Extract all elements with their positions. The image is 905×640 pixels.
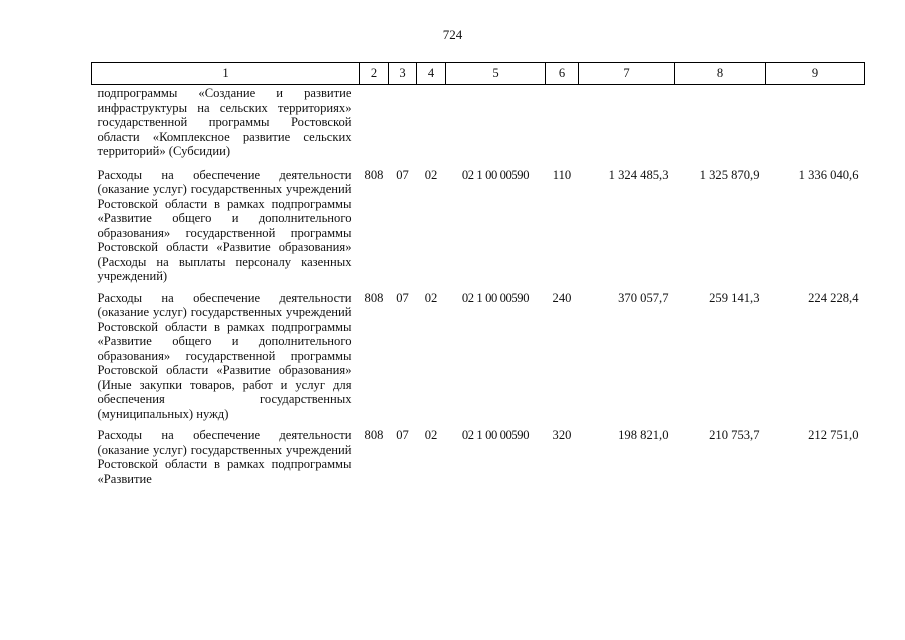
cell-section [389,85,417,165]
cell-subsection: 02 [424,290,438,305]
cell-ministry: 808 [364,428,384,442]
row-description: Расходы на обеспечение деятельности (оказание услуг) государственных учреждений Ростовской области в рамках подпрограммы «Развитие общего и дополнительного образования» государственной программы Ростовской области «Развитие образования» (Иные закупки товаров, работ и услуг для обеспечения государственных (муниципальных) нужд) [97,290,352,421]
cell-ministry: 808 [364,290,384,305]
cell-amount-3: 1 336 040,6 [798,167,859,182]
table-row [92,425,865,490]
cell-amount-2: 210 753,7 [709,428,760,442]
page-number: 724 [442,27,463,42]
cell-section: 07 [396,167,409,182]
row-description: Расходы на обеспечение деятельности (оказание услуг) государственных учреждений Ростовской области в рамках подпрограммы «Развитие общего и дополнительного образования» государственной программы Ростовской области «Развитие образования» (Расходы на выплаты персоналу казенных учреждений) [97,167,352,283]
cell-amount-2 [675,85,766,165]
cell-amount-1: 370 057,7 [618,290,669,305]
cell-amount-1: 198 821,0 [618,428,669,442]
cell-section: 07 [396,290,409,305]
cell-ministry [360,85,389,165]
cell-subsection: 02 [424,428,438,442]
cell-subsection [417,85,446,165]
cell-amount-1: 1 324 485,3 [608,167,669,182]
table-row [92,288,865,426]
cell-target-code [446,85,546,165]
cell-amount-3: 224 228,4 [808,290,859,305]
cell-amount-1 [579,85,675,165]
column-header: 4 [417,63,446,85]
table-row [92,165,865,288]
table-row [92,85,865,165]
column-header: 3 [389,63,417,85]
column-header: 9 [766,63,865,85]
column-header: 8 [675,63,766,85]
cell-expense-type: 110 [552,167,572,182]
cell-amount-3: 212 751,0 [808,428,859,442]
budget-table [91,62,865,490]
cell-expense-type: 240 [552,290,572,305]
cell-expense-type [546,85,579,165]
cell-subsection: 02 [424,167,438,182]
table-header-row [92,63,865,85]
column-header: 6 [546,63,579,85]
row-description: Расходы на обеспечение деятельности (оказание услуг) государственных учреждений Ростовской области в рамках подпрограммы «Развитие [97,428,352,486]
column-header: 1 [92,63,360,85]
column-header: 2 [360,63,389,85]
cell-amount-3 [766,85,865,165]
cell-amount-2: 1 325 870,9 [699,167,760,182]
column-header: 5 [446,63,546,85]
cell-target-code: 02 1 00 00590 [461,290,530,305]
cell-section: 07 [396,428,409,442]
column-header: 7 [579,63,675,85]
cell-expense-type: 320 [552,428,572,442]
cell-amount-2: 259 141,3 [709,290,760,305]
cell-target-code: 02 1 00 00590 [461,428,530,442]
row-description: подпрограммы «Создание и развитие инфраструктуры на сельских территориях» государственной программы Ростовской области «Комплексное развитие сельских территорий» (Субсидии) [97,86,352,158]
cell-target-code: 02 1 00 00590 [461,167,530,182]
cell-ministry: 808 [364,167,384,182]
